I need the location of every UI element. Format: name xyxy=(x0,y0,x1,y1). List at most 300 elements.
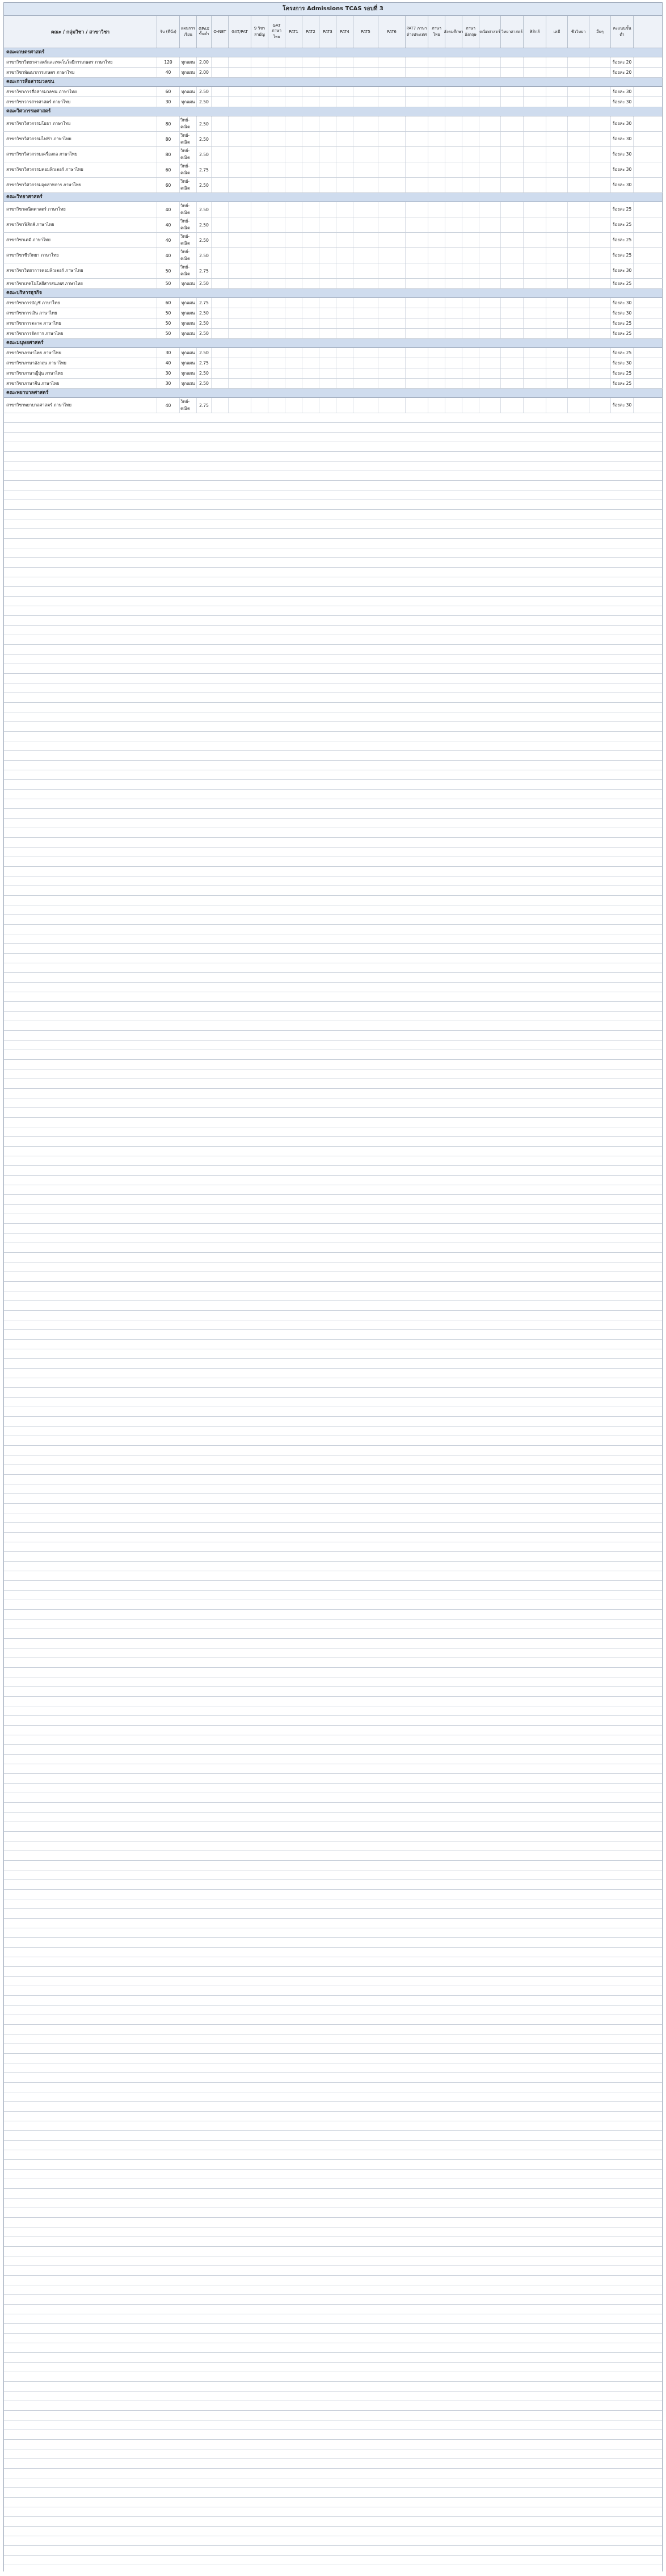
table-row xyxy=(3,348,663,358)
blank-cell xyxy=(212,263,229,278)
plan-cell: วิทย์-คณิต xyxy=(180,233,197,247)
blank-cell xyxy=(501,263,524,278)
seats-cell: 40 xyxy=(157,398,180,413)
min-score-cell: ร้อยละ 30 xyxy=(611,178,634,192)
blank-cell xyxy=(479,233,501,247)
blank-cell xyxy=(406,132,428,146)
blank-cell xyxy=(336,233,353,247)
blank-cell xyxy=(479,132,501,146)
header-gat-lang: GAT ภาษาไทย xyxy=(268,16,285,48)
blank-cell xyxy=(251,379,268,388)
blank-cell xyxy=(428,358,445,368)
blank-cell xyxy=(229,298,251,308)
blank-cell xyxy=(229,217,251,232)
header-nine-subjects: 9 วิชาสามัญ xyxy=(251,16,268,48)
blank-cell xyxy=(406,248,428,263)
blank-cell xyxy=(268,202,285,217)
plan-cell: ทุกแผน xyxy=(180,87,197,97)
blank-cell xyxy=(406,162,428,177)
header-gat-pat: GAT/PAT xyxy=(229,16,251,48)
blank-cell xyxy=(462,248,479,263)
blank-cell xyxy=(524,178,546,192)
blank-cell xyxy=(302,298,319,308)
blank-cell xyxy=(212,368,229,378)
blank-cell xyxy=(302,279,319,288)
blank-cell xyxy=(336,116,353,131)
blank-cell xyxy=(568,178,589,192)
blank-cell xyxy=(353,379,378,388)
blank-cell xyxy=(285,263,302,278)
min-score-cell: ร้อยละ 20 xyxy=(611,68,634,77)
blank-cell xyxy=(568,348,589,358)
blank-cell xyxy=(479,162,501,177)
blank-cell xyxy=(378,97,406,107)
blank-cell xyxy=(589,308,611,318)
blank-cell xyxy=(378,348,406,358)
program-name: สาขาวิชาการตลาด ภาษาไทย xyxy=(4,318,157,328)
blank-cell xyxy=(524,132,546,146)
blank-cell xyxy=(546,263,568,278)
blank-cell xyxy=(428,298,445,308)
blank-cell xyxy=(229,379,251,388)
blank-cell xyxy=(428,57,445,67)
plan-cell: ทุกแผน xyxy=(180,358,197,368)
blank-cell xyxy=(501,368,524,378)
blank-cell xyxy=(546,233,568,247)
blank-cell xyxy=(353,308,378,318)
blank-cell xyxy=(428,263,445,278)
gpax-cell: 2.50 xyxy=(197,379,212,388)
blank-cell xyxy=(378,233,406,247)
blank-cell xyxy=(268,162,285,177)
section-header: คณะบริหารธุรกิจ xyxy=(3,289,663,298)
blank-cell xyxy=(268,97,285,107)
blank-cell xyxy=(251,57,268,67)
blank-cell xyxy=(336,263,353,278)
table-row xyxy=(3,358,663,368)
blank-cell xyxy=(378,248,406,263)
table-title: โครงการ Admissions TCAS รอบที่ 3 xyxy=(3,2,663,16)
blank-cell xyxy=(251,279,268,288)
blank-cell xyxy=(589,57,611,67)
blank-cell xyxy=(268,398,285,413)
blank-cell xyxy=(268,379,285,388)
blank-cell xyxy=(378,57,406,67)
blank-cell xyxy=(501,116,524,131)
blank-cell xyxy=(378,68,406,77)
blank-cell xyxy=(353,279,378,288)
blank-cell xyxy=(524,87,546,97)
blank-cell xyxy=(251,348,268,358)
blank-cell xyxy=(428,162,445,177)
blank-cell xyxy=(501,298,524,308)
blank-cell xyxy=(589,202,611,217)
blank-cell xyxy=(285,358,302,368)
blank-cell xyxy=(501,318,524,328)
blank-cell xyxy=(445,57,462,67)
blank-cell xyxy=(501,202,524,217)
blank-cell xyxy=(479,348,501,358)
table-row xyxy=(3,147,663,162)
blank-cell xyxy=(406,68,428,77)
blank-cell xyxy=(524,368,546,378)
blank-cell xyxy=(319,68,336,77)
gpax-cell: 2.00 xyxy=(197,57,212,67)
section-header: คณะมนุษยศาสตร์ xyxy=(3,339,663,348)
blank-cell xyxy=(302,233,319,247)
program-name: สาขาวิชาชีววิทยา ภาษาไทย xyxy=(4,248,157,263)
blank-cell xyxy=(546,132,568,146)
blank-cell xyxy=(406,368,428,378)
gpax-cell: 2.50 xyxy=(197,318,212,328)
blank-cell xyxy=(378,202,406,217)
blank-cell xyxy=(251,233,268,247)
blank-cell xyxy=(568,132,589,146)
blank-cell xyxy=(229,178,251,192)
table-row xyxy=(3,298,663,308)
blank-cell xyxy=(285,233,302,247)
seats-cell: 60 xyxy=(157,178,180,192)
blank-cell xyxy=(336,318,353,328)
table-filler xyxy=(3,413,663,2571)
min-score-cell: ร้อยละ 30 xyxy=(611,162,634,177)
blank-cell xyxy=(336,329,353,338)
program-name: สาขาวิชาพัฒนาการเกษตร ภาษาไทย xyxy=(4,68,157,77)
blank-cell xyxy=(319,263,336,278)
blank-cell xyxy=(589,329,611,338)
blank-cell xyxy=(462,178,479,192)
blank-cell xyxy=(501,379,524,388)
blank-cell xyxy=(589,178,611,192)
blank-cell xyxy=(479,263,501,278)
blank-cell xyxy=(546,68,568,77)
program-name: สาขาวิชาวารสารศาสตร์ ภาษาไทย xyxy=(4,97,157,107)
seats-cell: 50 xyxy=(157,263,180,278)
blank-cell xyxy=(589,162,611,177)
blank-cell xyxy=(568,358,589,368)
header-thai: ภาษาไทย xyxy=(428,16,445,48)
blank-cell xyxy=(462,263,479,278)
program-name: สาขาวิชาวิศวกรรมอุตสาหการ ภาษาไทย xyxy=(4,178,157,192)
seats-cell: 40 xyxy=(157,68,180,77)
seats-cell: 80 xyxy=(157,147,180,162)
blank-cell xyxy=(285,132,302,146)
blank-cell xyxy=(445,368,462,378)
blank-cell xyxy=(336,202,353,217)
program-name: สาขาวิชาวิศวกรรมไฟฟ้า ภาษาไทย xyxy=(4,132,157,146)
blank-cell xyxy=(462,318,479,328)
seats-cell: 40 xyxy=(157,202,180,217)
blank-cell xyxy=(406,318,428,328)
blank-cell xyxy=(212,217,229,232)
blank-cell xyxy=(319,368,336,378)
blank-cell xyxy=(285,298,302,308)
blank-cell xyxy=(589,379,611,388)
blank-cell xyxy=(406,279,428,288)
plan-cell: วิทย์-คณิต xyxy=(180,398,197,413)
table-row xyxy=(3,368,663,379)
blank-cell xyxy=(229,162,251,177)
blank-cell xyxy=(479,368,501,378)
gpax-cell: 2.50 xyxy=(197,116,212,131)
program-name: สาขาวิชาภาษาอังกฤษ ภาษาไทย xyxy=(4,358,157,368)
gpax-cell: 2.50 xyxy=(197,178,212,192)
blank-cell xyxy=(479,178,501,192)
blank-cell xyxy=(319,147,336,162)
gpax-cell: 2.50 xyxy=(197,202,212,217)
blank-cell xyxy=(589,318,611,328)
header-social: สังคมศึกษา xyxy=(445,16,462,48)
table-row xyxy=(3,97,663,107)
blank-cell xyxy=(524,217,546,232)
blank-cell xyxy=(462,368,479,378)
blank-cell xyxy=(212,162,229,177)
plan-cell: วิทย์-คณิต xyxy=(180,217,197,232)
blank-cell xyxy=(568,217,589,232)
blank-cell xyxy=(353,298,378,308)
blank-cell xyxy=(212,348,229,358)
blank-cell xyxy=(546,298,568,308)
admissions-table xyxy=(3,2,663,2574)
blank-cell xyxy=(378,298,406,308)
blank-cell xyxy=(229,308,251,318)
blank-cell xyxy=(229,279,251,288)
blank-cell xyxy=(378,308,406,318)
blank-cell xyxy=(251,318,268,328)
table-row xyxy=(3,217,663,233)
min-score-cell: ร้อยละ 30 xyxy=(611,398,634,413)
header-plan: แผนการเรียน xyxy=(180,16,197,48)
blank-cell xyxy=(229,318,251,328)
blank-cell xyxy=(319,233,336,247)
blank-cell xyxy=(524,329,546,338)
seats-cell: 30 xyxy=(157,97,180,107)
blank-cell xyxy=(546,116,568,131)
blank-cell xyxy=(229,263,251,278)
blank-cell xyxy=(353,329,378,338)
blank-cell xyxy=(568,233,589,247)
program-name: สาขาวิชาการบัญชี ภาษาไทย xyxy=(4,298,157,308)
table-row xyxy=(3,178,663,193)
blank-cell xyxy=(589,368,611,378)
blank-cell xyxy=(406,178,428,192)
blank-cell xyxy=(546,358,568,368)
blank-cell xyxy=(268,116,285,131)
header-bio: ชีววิทยา xyxy=(568,16,589,48)
plan-cell: ทุกแผน xyxy=(180,57,197,67)
blank-cell xyxy=(285,68,302,77)
header-chem: เคมี xyxy=(546,16,568,48)
blank-cell xyxy=(353,162,378,177)
blank-cell xyxy=(212,116,229,131)
blank-cell xyxy=(212,147,229,162)
blank-cell xyxy=(319,348,336,358)
blank-cell xyxy=(568,116,589,131)
program-name: สาขาวิชาฟิสิกส์ ภาษาไทย xyxy=(4,217,157,232)
blank-cell xyxy=(406,379,428,388)
blank-cell xyxy=(546,178,568,192)
blank-cell xyxy=(589,217,611,232)
blank-cell xyxy=(589,398,611,413)
blank-cell xyxy=(406,202,428,217)
blank-cell xyxy=(302,68,319,77)
blank-cell xyxy=(268,318,285,328)
program-name: สาขาวิชาเทคโนโลยีสารสนเทศ ภาษาไทย xyxy=(4,279,157,288)
blank-cell xyxy=(501,398,524,413)
blank-cell xyxy=(445,318,462,328)
blank-cell xyxy=(353,147,378,162)
seats-cell: 120 xyxy=(157,57,180,67)
blank-cell xyxy=(378,147,406,162)
program-name: สาขาวิชาภาษาญี่ปุ่น ภาษาไทย xyxy=(4,368,157,378)
blank-cell xyxy=(353,178,378,192)
blank-cell xyxy=(428,233,445,247)
blank-cell xyxy=(501,147,524,162)
blank-cell xyxy=(285,279,302,288)
blank-cell xyxy=(319,57,336,67)
blank-cell xyxy=(406,116,428,131)
blank-cell xyxy=(336,308,353,318)
header-pat6: PAT6 xyxy=(378,16,406,48)
plan-cell: ทุกแผน xyxy=(180,97,197,107)
blank-cell xyxy=(251,217,268,232)
blank-cell xyxy=(302,147,319,162)
blank-cell xyxy=(285,379,302,388)
blank-cell xyxy=(268,263,285,278)
plan-cell: วิทย์-คณิต xyxy=(180,116,197,131)
blank-cell xyxy=(319,217,336,232)
blank-cell xyxy=(212,379,229,388)
blank-cell xyxy=(568,147,589,162)
blank-cell xyxy=(524,298,546,308)
blank-cell xyxy=(462,308,479,318)
blank-cell xyxy=(546,147,568,162)
blank-cell xyxy=(445,162,462,177)
min-score-cell: ร้อยละ 25 xyxy=(611,202,634,217)
blank-cell xyxy=(353,233,378,247)
blank-cell xyxy=(378,87,406,97)
blank-cell xyxy=(568,162,589,177)
blank-cell xyxy=(229,97,251,107)
blank-cell xyxy=(251,132,268,146)
blank-cell xyxy=(336,57,353,67)
gpax-cell: 2.50 xyxy=(197,147,212,162)
blank-cell xyxy=(428,87,445,97)
plan-cell: ทุกแผน xyxy=(180,308,197,318)
section-header: คณะการสื่อสารมวลชน xyxy=(3,78,663,87)
blank-cell xyxy=(428,368,445,378)
table-body xyxy=(3,48,663,413)
blank-cell xyxy=(568,379,589,388)
min-score-cell: ร้อยละ 25 xyxy=(611,348,634,358)
blank-cell xyxy=(268,147,285,162)
blank-cell xyxy=(445,87,462,97)
plan-cell: วิทย์-คณิต xyxy=(180,147,197,162)
header-pat1: PAT1 xyxy=(285,16,302,48)
blank-cell xyxy=(546,329,568,338)
min-score-cell: ร้อยละ 30 xyxy=(611,147,634,162)
blank-cell xyxy=(524,279,546,288)
blank-cell xyxy=(212,68,229,77)
gpax-cell: 2.50 xyxy=(197,233,212,247)
blank-cell xyxy=(546,248,568,263)
blank-cell xyxy=(336,68,353,77)
blank-cell xyxy=(479,202,501,217)
blank-cell xyxy=(268,368,285,378)
blank-cell xyxy=(353,217,378,232)
blank-cell xyxy=(285,162,302,177)
blank-cell xyxy=(406,329,428,338)
table-row xyxy=(3,162,663,178)
blank-cell xyxy=(524,263,546,278)
blank-cell xyxy=(445,329,462,338)
blank-cell xyxy=(568,248,589,263)
blank-cell xyxy=(378,379,406,388)
blank-cell xyxy=(501,248,524,263)
blank-cell xyxy=(568,329,589,338)
blank-cell xyxy=(501,233,524,247)
blank-cell xyxy=(212,329,229,338)
table-row xyxy=(3,87,663,97)
blank-cell xyxy=(445,68,462,77)
section-header: คณะพยาบาลศาสตร์ xyxy=(3,389,663,398)
blank-cell xyxy=(524,358,546,368)
blank-cell xyxy=(319,162,336,177)
blank-cell xyxy=(524,398,546,413)
blank-cell xyxy=(285,318,302,328)
program-name: สาขาวิชาภาษาจีน ภาษาไทย xyxy=(4,379,157,388)
blank-cell xyxy=(302,87,319,97)
blank-cell xyxy=(268,279,285,288)
header-pat4: PAT4 xyxy=(336,16,353,48)
seats-cell: 60 xyxy=(157,298,180,308)
blank-cell xyxy=(406,147,428,162)
blank-cell xyxy=(546,368,568,378)
blank-cell xyxy=(546,308,568,318)
blank-cell xyxy=(353,398,378,413)
header-faculty: คณะ / กลุ่มวิชา / สาขาวิชา xyxy=(4,16,157,48)
blank-cell xyxy=(479,57,501,67)
blank-cell xyxy=(546,279,568,288)
blank-cell xyxy=(501,358,524,368)
blank-cell xyxy=(319,329,336,338)
blank-cell xyxy=(251,202,268,217)
blank-cell xyxy=(319,398,336,413)
blank-cell xyxy=(568,68,589,77)
blank-cell xyxy=(428,217,445,232)
blank-cell xyxy=(501,329,524,338)
blank-cell xyxy=(251,248,268,263)
blank-cell xyxy=(285,329,302,338)
blank-cell xyxy=(445,202,462,217)
blank-cell xyxy=(302,329,319,338)
blank-cell xyxy=(229,202,251,217)
table-row xyxy=(3,116,663,132)
blank-cell xyxy=(501,217,524,232)
seats-cell: 80 xyxy=(157,132,180,146)
blank-cell xyxy=(568,202,589,217)
blank-cell xyxy=(462,97,479,107)
blank-cell xyxy=(319,298,336,308)
blank-cell xyxy=(319,308,336,318)
blank-cell xyxy=(445,97,462,107)
blank-cell xyxy=(546,398,568,413)
seats-cell: 60 xyxy=(157,87,180,97)
blank-cell xyxy=(568,318,589,328)
blank-cell xyxy=(568,398,589,413)
blank-cell xyxy=(353,68,378,77)
blank-cell xyxy=(428,248,445,263)
